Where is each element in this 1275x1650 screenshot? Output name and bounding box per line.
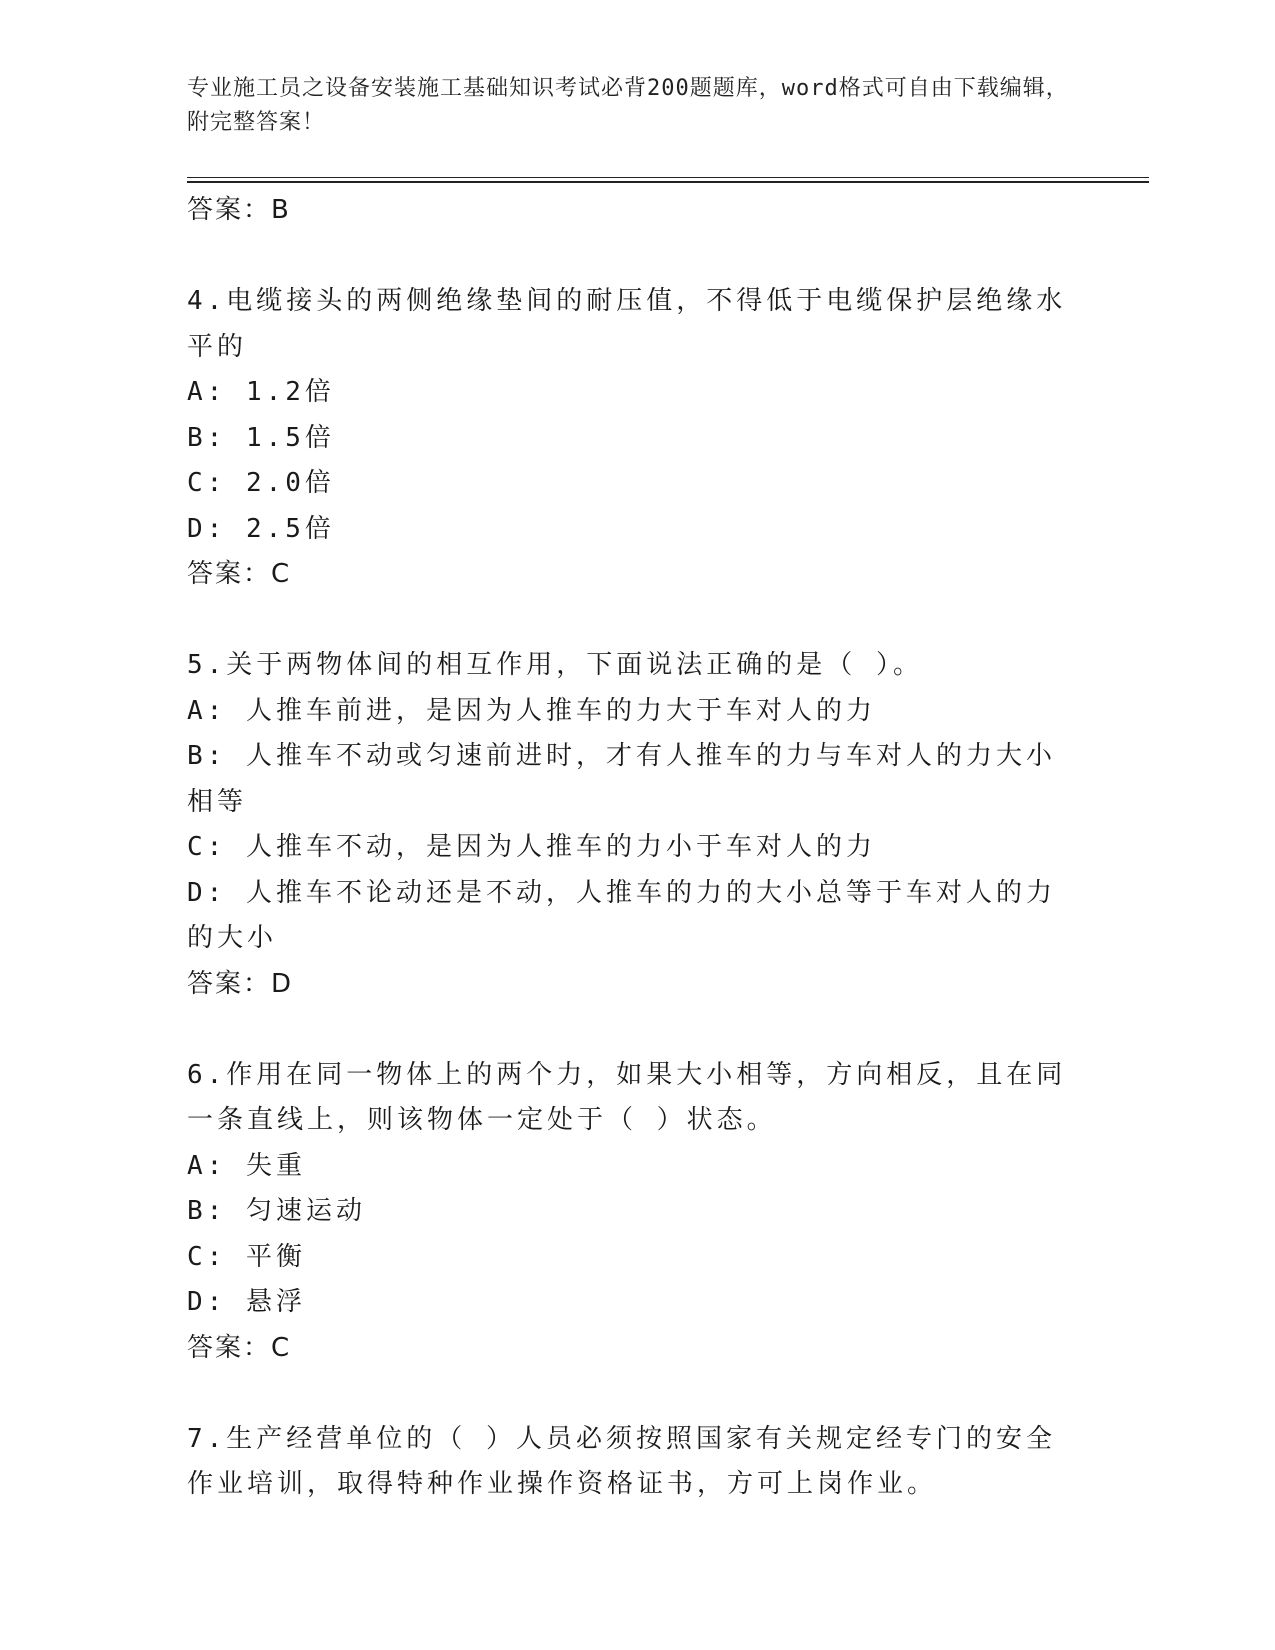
option-c: C: 2.0倍 [187,468,335,498]
question-6 [187,1053,1067,1372]
question-text: 6.作用在同一物体上的两个力，如果大小相等，方向相反，且在同一条直线上，则该物体一定处于（ ）状态。 [187,1059,1067,1135]
question-7 [187,1417,1067,1508]
question-text: 5.关于两物体间的相互作用，下面说法正确的是（ ）。 [187,650,923,680]
option-d: D: 悬浮 [187,1287,306,1317]
option-d: D: 人推车不论动还是不动，人推车的力的大小总等于车对人的力的大小 [187,877,1056,953]
question-5 [187,643,1067,1007]
question-text: 4.电缆接头的两侧绝缘垫间的耐压值，不得低于电缆保护层绝缘水平的 [187,286,1067,362]
header-divider-thin [187,177,1149,178]
answer-line: 答案：C [187,559,292,589]
block-gap [187,1371,1067,1417]
block-gap [187,234,1067,280]
document-header: 专业施工员之设备安装施工基础知识考试必背200题题库，word格式可自由下载编辑，附完整答案！ [187,76,1069,135]
option-b: B: 人推车不动或匀速前进时，才有人推车的力与车对人的力大小相等 [187,741,1056,817]
question-list [187,188,1067,1508]
question-4 [187,279,1067,598]
option-a: A: 人推车前进，是因为人推车的力大于车对人的力 [187,695,876,726]
option-c: C: 平衡 [187,1241,306,1272]
option-c: C: 人推车不动，是因为人推车的力小于车对人的力 [187,832,876,862]
block-gap [187,598,1067,644]
option-b: B: 匀速运动 [187,1196,366,1226]
question-text: 7.生产经营单位的（ ）人员必须按照国家有关规定经专门的安全作业培训，取得特种作业操作资格证书，方可上岗作业。 [187,1423,1056,1499]
option-a: A: 1.2倍 [187,377,335,407]
option-d: D: 2.5倍 [187,513,335,544]
option-a: A: 失重 [187,1150,306,1181]
option-b: B: 1.5倍 [187,422,335,453]
answer-line: 答案：C [187,1332,292,1363]
answer-line: 答案：D [187,968,294,999]
block-gap [187,1007,1067,1053]
answer-line: 答案：B [187,195,291,225]
header-divider-thick [187,181,1149,183]
